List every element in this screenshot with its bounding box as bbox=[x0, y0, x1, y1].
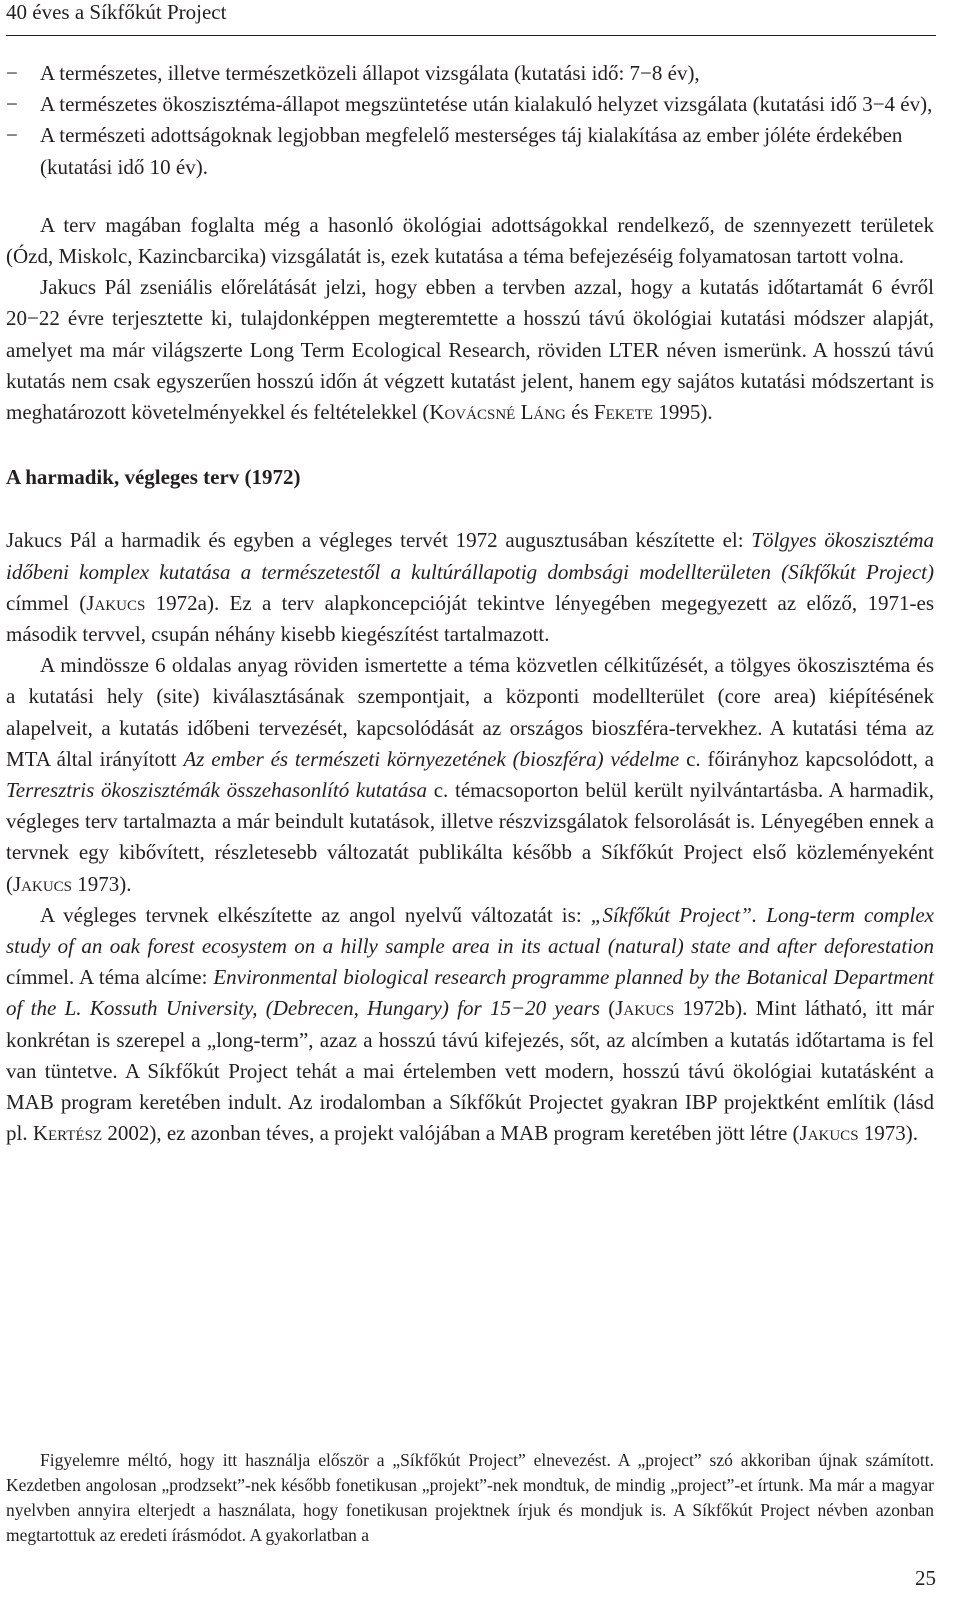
dash-bullet: − bbox=[6, 61, 18, 85]
paragraph-text: A végleges tervnek elkészítette az angol nyelvű változatát is: bbox=[40, 902, 591, 927]
list-item-text: A természeti adottságoknak legjobban megfelelő mesterséges táj kialakítása az ember jóléte érdekében (kutatási idő 10 év). bbox=[40, 123, 903, 179]
dash-bullet: − bbox=[6, 123, 18, 148]
running-head: 40 éves a Síkfőkút Project bbox=[6, 0, 227, 24]
author-name: Fekete bbox=[593, 400, 654, 425]
page-number: 25 bbox=[915, 1566, 936, 1590]
header-rule bbox=[6, 35, 936, 36]
paragraph-text: c. főirányhoz kapcsolódott, a bbox=[679, 746, 935, 771]
paragraph-text: Jakucs Pál a harmadik és egyben a végleges tervét 1972 augusztusában készítette el: bbox=[6, 528, 752, 553]
author-name: Jakucs bbox=[86, 590, 146, 615]
paragraph-text: címmel. A téma alcíme: bbox=[6, 965, 214, 990]
italic-title: „Síkfőkút Project”. Long-term complex study of an oak forest ecosystem on a hilly sample area in its actual (natural) state and after deforestation bbox=[6, 902, 934, 959]
list-item bbox=[6, 89, 934, 120]
list-item-text: A természetes ökoszisztéma-állapot megszüntetése után kialakuló helyzet vizsgálata (kutatási idő 3−4 év), bbox=[40, 92, 933, 117]
paragraph-text: és bbox=[565, 400, 594, 425]
section-heading: A harmadik, végleges terv (1972) bbox=[6, 465, 301, 490]
paragraph-text: 1995). bbox=[653, 400, 713, 425]
footnote bbox=[6, 1448, 934, 1548]
footnote-text: Figyelemre méltó, hogy itt használja először a „Síkfőkút Project” elnevezést. A „project” szó akkoriban újnak számított. Kezdetben angolosan „prodzsekt”-nek később fonetikusan „projekt”-nek mondtuk, de mindig „project”-et írtunk. Ma már a magyar nyelvben annyira elterjedt a használata, hogy fonetikusan projektnek írjuk és mondjuk is. A Síkfőkút Project névben azonban megtartottuk az eredeti írásmódot. A gyakorlatban a bbox=[6, 1450, 934, 1545]
author-name: Jakucs bbox=[799, 1121, 859, 1146]
paragraph-text: 1972b). Mint látható, itt már konkrétan is szerepel a „long-term”, azaz a hosszú távú kifejezés, sőt, az alcímben a kutatás időtartama is fel van tüntetve. A Síkfőkút Project tehát a mai értelemben vett modern, hosszú távú ökológiai kutatásként a MAB program keretében indult. Az irodalomban a Síkfőkút Projectet gyakran IBP projektként említik (lásd pl. bbox=[6, 996, 934, 1146]
author-name: Kovácsné Láng bbox=[429, 400, 566, 425]
author-name: Jakucs bbox=[615, 996, 675, 1021]
italic-title: Tölgyes ökoszisztéma időbeni komplex kutatása a természetestől a kultúrállapotig dombsági modellterületen (Síkfőkút Project) bbox=[6, 528, 934, 584]
list-item bbox=[6, 120, 934, 182]
paragraph-text: A mindössze 6 oldalas anyag röviden ismertette a téma közvetlen célkitűzését, a tölgyes ökoszisztéma és a kutatási hely (site) kiválasztásának szempontjait, a központi modellterület (core area) kiépítésének alapelveit, a kutatás időbeni tervezését, kapcsolódását az országos bioszféra-tervekhez. A kutatási téma az MTA által irányított bbox=[6, 653, 934, 771]
italic-title: Az ember és természeti környezetének (bioszféra) védelme bbox=[183, 746, 680, 771]
paragraph-text: címmel ( bbox=[6, 590, 87, 615]
italic-title: Terresztris ökoszisztémák összehasonlító kutatása bbox=[6, 778, 428, 803]
paragraph-text: c. témacsoporton belül került nyilvántartásba. A harmadik, végleges terv tartalmazta a már beindult kutatások, illetve részvizsgálatok felsorolását is. Lényegében ennek a tervnek egy kibővített, részletesebb változatát publikálta később a Síkfőkút Project első közleményeként ( bbox=[6, 778, 934, 896]
paragraph-text: ( bbox=[599, 996, 616, 1021]
paragraph: A terv magában foglalta még a hasonló ökológiai adottságokkal rendelkező, de szennyezett területek (Ózd, Miskolc, Kazincbarcika) vizsgálatát is, ezek kutatása a téma befejezéséig folyamatosan tartott volna. bbox=[6, 212, 934, 269]
paragraph-text: 2002), ez azonban téves, a projekt valójában a MAB program keretében jött létre ( bbox=[102, 1121, 800, 1146]
author-name: Kertész bbox=[32, 1121, 103, 1146]
main-text bbox=[6, 58, 934, 1150]
paragraph bbox=[6, 650, 934, 900]
paragraph bbox=[6, 525, 934, 650]
author-name: Jakucs bbox=[13, 871, 73, 896]
paragraph bbox=[6, 272, 934, 428]
italic-title: Environmental biological research programme planned by the Botanical Department of the L. Kossuth University, (Debrecen, Hungary) for 15−20 years bbox=[6, 965, 934, 1021]
paragraph-text: 1973). bbox=[72, 871, 132, 896]
list-item-text: A természetes, illetve természetközeli állapot vizsgálata (kutatási idő: 7−8 év), bbox=[40, 61, 700, 85]
paragraph-text: Jakucs Pál zseniális előrelátását jelzi, hogy ebben a tervben azzal, hogy a kutatás időtartamát 6 évről 20−22 évre terjesztette ki, tulajdonképpen megteremtette a hosszú távú ökológiai kutatási módszer alapját, amelyet ma már világszerte Long Term Ecological Research, röviden LTER néven ismerünk. A hosszú távú kutatás nem csak egyszerűen hosszú időn át végzett kutatást jelent, hanem egy sajátos kutatási módszertant is meghatározott követelményekkel és feltételekkel ( bbox=[6, 275, 934, 425]
dash-bullet: − bbox=[6, 92, 18, 117]
paragraph-text: 1972a). Ez a terv alapkoncepcióját tekintve lényegében megegyezett az előző, 1971-es második tervvel, csupán néhány kisebb kiegészítést tartalmazott. bbox=[6, 590, 934, 647]
list-item bbox=[6, 58, 934, 89]
paragraph bbox=[6, 900, 934, 1150]
paragraph-text: 1973). bbox=[858, 1121, 919, 1146]
